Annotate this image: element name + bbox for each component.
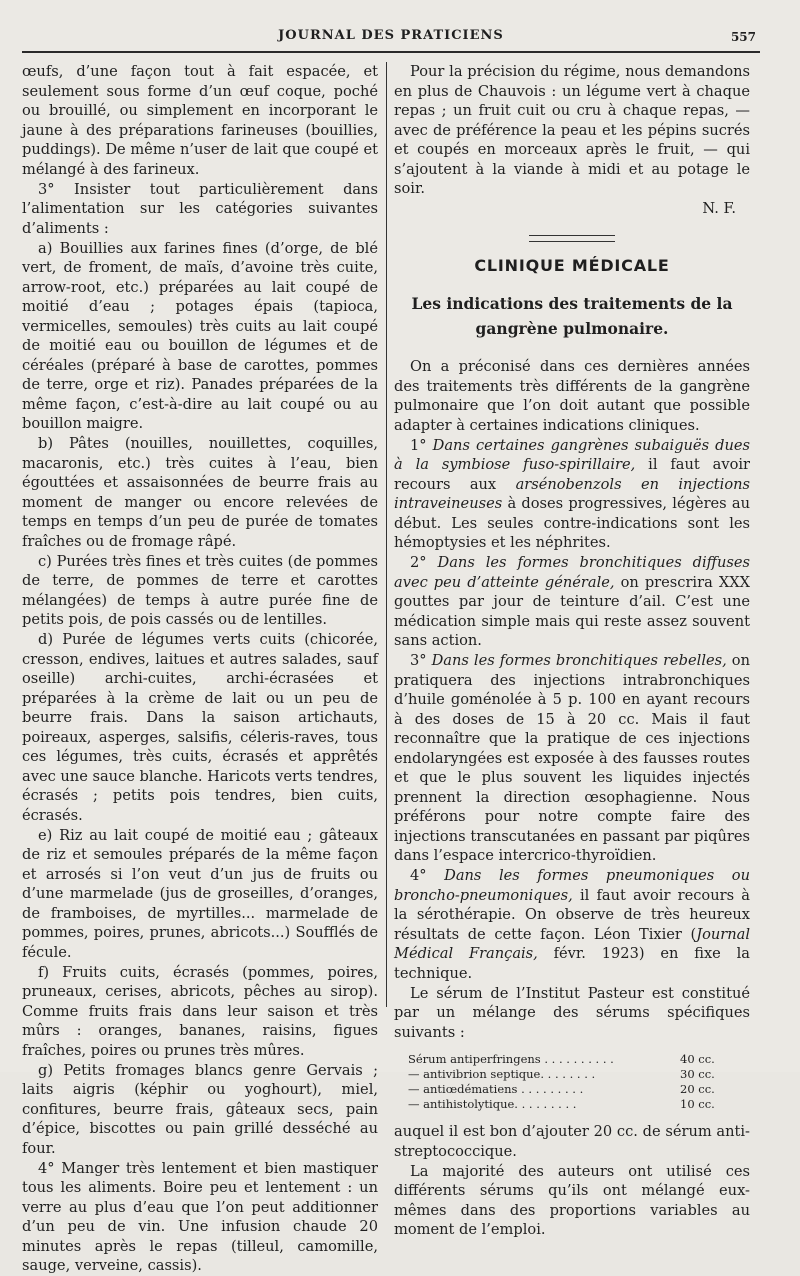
recipe-dose: 30 cc.: [680, 1067, 715, 1081]
section-heading: CLINIQUE MÉDICALE: [474, 255, 670, 275]
article-title: Les indications des traitements de la gangrène pulmonaire.: [411, 294, 733, 338]
paragraph: [394, 866, 750, 983]
paragraph: 3° Insister tout particulièrement dans l’alimentation sur les catégories suivantes d’aliments :: [22, 180, 378, 237]
paragraph: [394, 436, 750, 553]
paragraph: [394, 553, 750, 651]
recipe-row: [408, 1082, 750, 1097]
recipe-name: — antihistolytique. . . . . . . . .: [408, 1097, 577, 1111]
page-header: [22, 24, 760, 52]
text: à doses progressives, légères au début. Les seules contre-indications sont les hémoptysies et les néphrites.: [394, 495, 750, 551]
text: il faut avoir recours aux: [394, 456, 750, 493]
paragraph: 4° Manger très lentement et bien mastiquer tous les aliments. Boire peu et lentement : un verre au plus d’eau que l’on peut additionner d’un peu de vin. Une infusion chaude 20 minutes après le repas (tilleul, camomille, sauge, verveine, cassis).: [22, 1159, 378, 1274]
paragraph: La majorité des auteurs ont utilisé ces différents sérums qu’ils ont mélangé eux-mêmes dans des proportions variables au moment de l’emploi.: [394, 1162, 750, 1238]
paragraph: auquel il est bon d’ajouter 20 cc. de sérum anti-streptococcique.: [394, 1123, 750, 1160]
text: on prescrira XXX gouttes par jour de teinture d’ail. C’est une médication simple mais qui reste assez souvent sans action.: [394, 573, 750, 649]
recipe-dose: 10 cc.: [680, 1097, 715, 1111]
recipe-row: [408, 1052, 750, 1067]
recipe-name: — antiœdématiens . . . . . . . . .: [408, 1082, 584, 1096]
text: il faut avoir recours à la sérothérapie. On observe de très heureux résultats de cette façon. Léon Tixier (: [394, 886, 750, 943]
text: févr. 1923) en fixe la technique.: [394, 945, 750, 982]
emphasis: Dans les formes pneumoniques ou broncho-pneumoniques,: [394, 867, 750, 904]
numbering: 2°: [410, 554, 438, 571]
journal-title: JOURNAL DES PRATICIENS: [278, 28, 504, 43]
emphasis: Journal Médical Français,: [394, 925, 750, 962]
recipe-name: Sérum antiperfringens . . . . . . . . . .: [408, 1052, 614, 1066]
recipe-row: [408, 1067, 750, 1082]
serum-recipe: [408, 1052, 750, 1112]
numbering: 1°: [410, 436, 433, 454]
left-column: [22, 62, 378, 1276]
paragraph: œufs, d’une façon tout à fait espacée, et seulement sous forme d’un œuf coque, poché ou brouillé, ou simplement en incorporant le jaune à des préparations farineuses (bouillies, puddings). De même n’user de lait que coupé et mélangé à des farineux.: [22, 63, 378, 178]
header-rule: [22, 51, 760, 53]
recipe-dose: 20 cc.: [680, 1082, 715, 1096]
column-divider: [386, 62, 387, 1007]
text: on pratiquera des injections intrabronchiques d’huile goménolée à 5 p. 100 en ayant recours à des doses de 15 à 20 cc. Mais il faut reconnaître que la pratique de ces injections endolaryngées est exposée à des fausses routes et que le plus souvent les liquides injectés prennent la direction œsophagienne. Nous préférons pour notre compte faire des injections transcutanées en passant par piqûres dans l’espace intercrico-thyroïdien.: [394, 652, 750, 864]
paragraph: Le sérum de l’Institut Pasteur est constitué par un mélange des sérums spécifiques suivants :: [394, 984, 750, 1041]
right-column: [394, 62, 750, 1240]
numbering: 3°: [410, 652, 432, 669]
recipe-dose: 40 cc.: [680, 1052, 715, 1066]
paragraph: On a préconisé dans ces dernières années des traitements très différents de la gangrène pulmonaire que l’on doit autant que possible adapter à certaines indications cliniques.: [394, 358, 750, 434]
emphasis: arsénobenzols en injections intraveineuses: [394, 475, 750, 512]
numbering: 4°: [410, 867, 445, 884]
paragraph: a) Bouillies aux farines fines (d’orge, de blé vert, de froment, de maïs, d’avoine très cuite, arrow-root, etc.) préparées au lait coupé de moitié d’eau ; potages épais (tapioca, vermicelles, semoules) très cuits au lait coupé de moitié eau ou bouillon de légumes et de céréales (préparé à base de carottes, pommes de terre, orge et riz). Panades préparées de la même façon, c’est-à-dire au lait coupé ou au bouillon maigre.: [22, 239, 378, 432]
recipe-name: — antivibrion septique. . . . . . . .: [408, 1067, 596, 1081]
paragraph: Pour la précision du régime, nous demandons en plus de Chauvois : un légume vert à chaque repas ; un fruit cuit ou cru à chaque repas, — avec de préférence la peau et les pépins sucrés et coupés en morceaux après le fruit, — qui s’ajoutent à la viande à midi et au potage le soir.: [394, 63, 750, 197]
paragraph: f) Fruits cuits, écrasés (pommes, poires, pruneaux, cerises, abricots, pêches au sirop). Comme fruits frais dans leur saison et très mûrs : oranges, bananes, raisins, figues fraîches, poires ou prunes très mûres.: [22, 963, 378, 1059]
paragraph: e) Riz au lait coupé de moitié eau ; gâteaux de riz et semoules préparés de la même façon et arrosés si l’on veut d’un jus de fruits ou d’une marmelade (jus de groseilles, d’oranges, de framboises, de myrtilles... marmelade de pommes, poires, prunes, abricots...) Soufflés de fécule.: [22, 826, 378, 961]
signature: N. F.: [702, 200, 736, 217]
paragraph: [394, 651, 750, 866]
paragraph: b) Pâtes (nouilles, nouillettes, coquilles, macaronis, etc.) très cuites à l’eau, bien égouttées et assaisonnées de beurre frais au moment de manger ou encore relevées de temps en temps d’un peu de purée de tomates fraîches ou de fromage râpé.: [22, 435, 378, 550]
emphasis: Dans les formes bronchitiques rebelles,: [431, 652, 727, 669]
recipe-row: [408, 1097, 750, 1112]
section-separator: [529, 235, 615, 242]
emphasis: Dans certaines gangrènes subaiguës dues à la symbiose fuso-spirillaire,: [394, 436, 750, 473]
paragraph: c) Purées très fines et très cuites (de pommes de terre, de pommes de terre et carottes mélangées) de temps à autre purée fine de petits pois, de pois cassés ou de lentilles.: [22, 552, 378, 628]
paragraph: g) Petits fromages blancs genre Gervais ; laits aigris (képhir ou yoghourt), miel, confitures, beurre frais, gâteaux secs, pain d’épice, biscottes ou pain grillé desséché au four.: [22, 1061, 378, 1157]
page-number: 557: [730, 30, 756, 44]
paragraph: d) Purée de légumes verts cuits (chicorée, cresson, endives, laitues et autres salades, sauf oseille) archi-cuites, archi-écrasées et préparées à la crème de lait ou un peu de beurre frais. Dans la saison artichauts, poireaux, asperges, salsifis, céleris-raves, tous ces légumes, très cuits, écrasés et apprêtés avec une sauce blanche. Haricots verts tendres, écrasés ; petits pois tendres, bien cuits, écrasés.: [22, 631, 378, 824]
emphasis: Dans les formes bronchitiques diffuses avec peu d’atteinte générale,: [394, 554, 750, 591]
